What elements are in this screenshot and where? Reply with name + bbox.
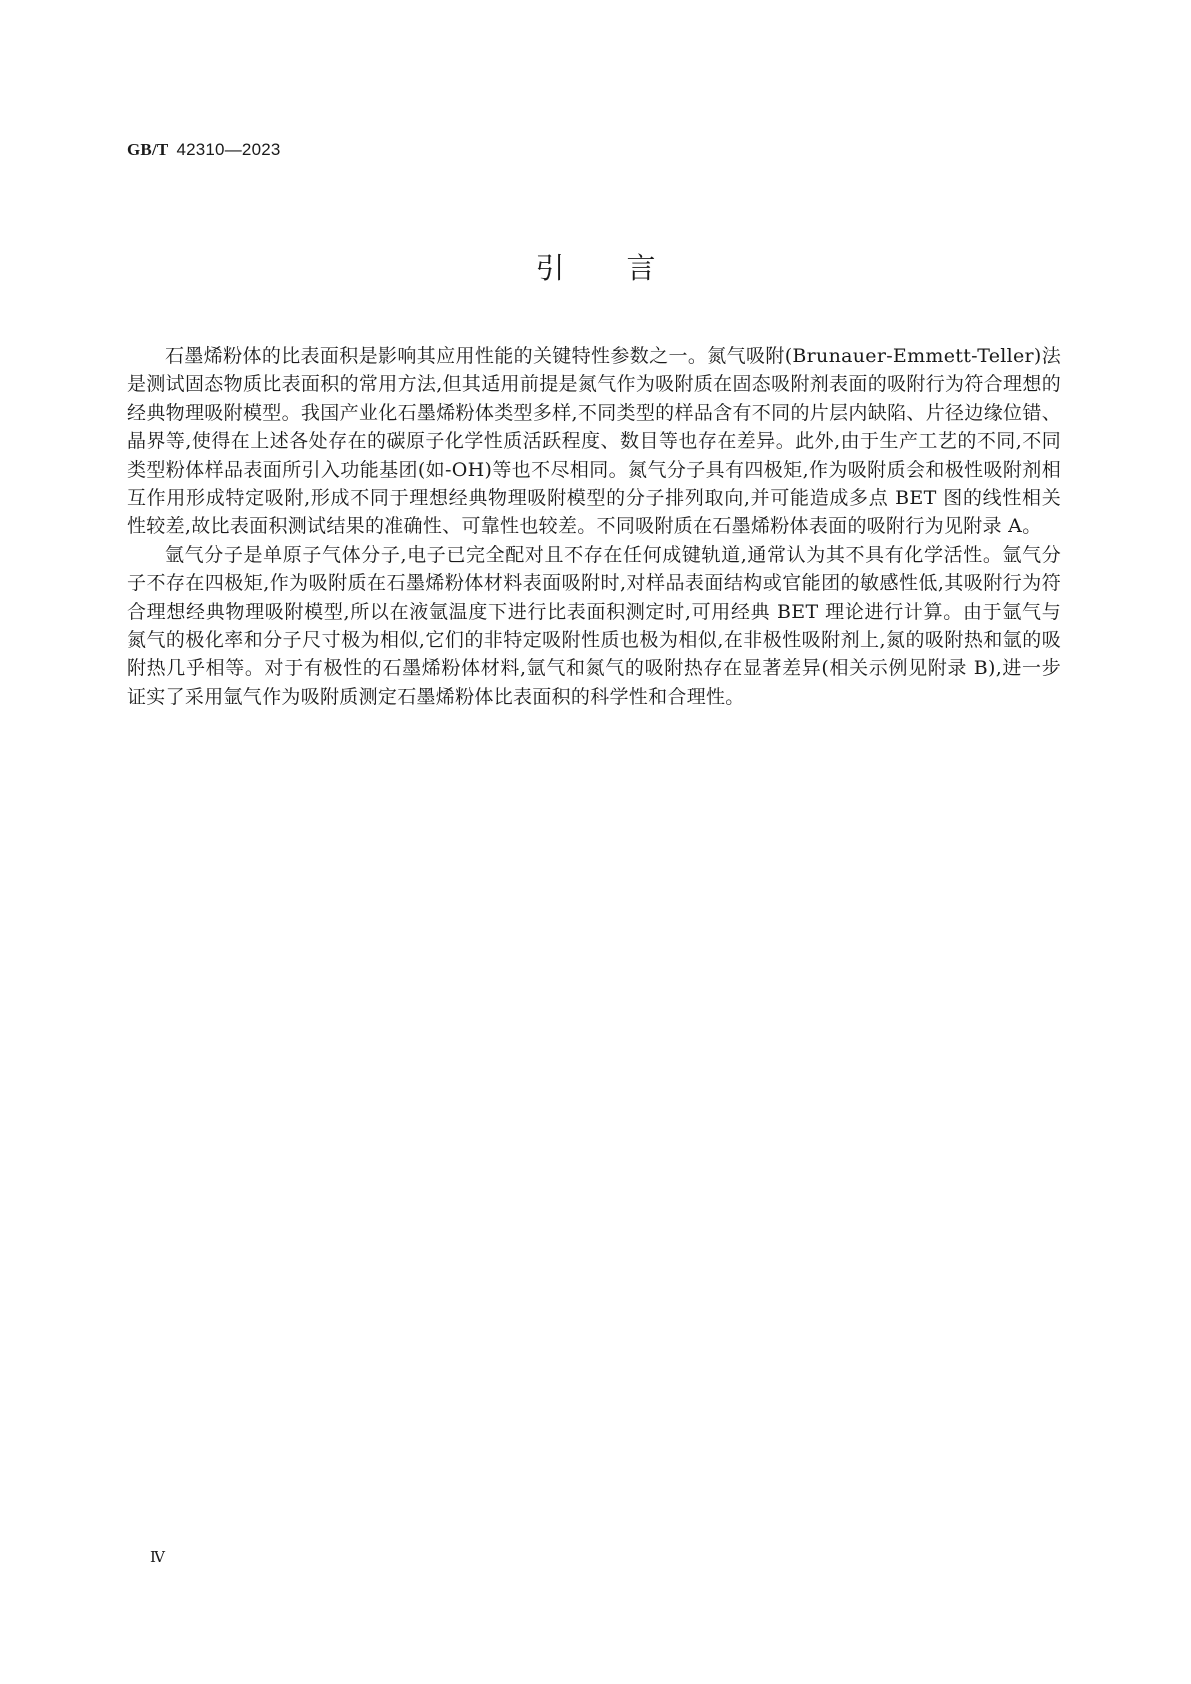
paragraph-argon-adsorption: 氩气分子是单原子气体分子,电子已完全配对且不存在任何成键轨道,通常认为其不具有化学活性。氩气分子不存在四极矩,作为吸附质在石墨烯粉体材料表面吸附时,对样品表面结构或官能团的敏感性低,其吸附行为符合理想经典物理吸附模型,所以在液氩温度下进行比表面积测定时,可用经典 BET 理论进行计算。由于氩气与氮气的极化率和分子尺寸极为相似,它们的非特定吸附性质也极为相似,在非极性吸附剂上,氮的吸附热和氩的吸附热几乎相等。对于有极性的石墨烯粉体材料,氩气和氮气的吸附热存在显著差异(相关示例见附录 B),进一步证实了采用氩气作为吸附质测定石墨烯粉体比表面积的科学性和合理性。 [127,543,1061,708]
paragraph-nitrogen-adsorption: 石墨烯粉体的比表面积是影响其应用性能的关键特性参数之一。氮气吸附(Brunauer-Emmett-Teller)法是测试固态物质比表面积的常用方法,但其适用前提是氮气作为吸附质在固态吸附剂表面的吸附行为符合理想的经典物理吸附模型。我国产业化石墨烯粉体类型多样,不同类型的样品含有不同的片层内缺陷、片径边缘位错、晶界等,使得在上述各处存在的碳原子化学性质活跃程度、数目等也存在差异。此外,由于生产工艺的不同,不同类型粉体样品表面所引入功能基团(如-OH)等也不尽相同。氮气分子具有四极矩,作为吸附质会和极性吸附剂相互作用形成特定吸附,形成不同于理想经典物理吸附模型的分子排列取向,并可能造成多点 BET 图的线性相关性较差,故比表面积测试结果的准确性、可靠性也较差。不同吸附质在石墨烯粉体表面的吸附行为见附录 A。 [127,345,1061,538]
page-number: Ⅳ [150,1550,165,1566]
introduction-body [127,342,1061,711]
standard-code-header [127,140,281,160]
page-title: 引言 [535,251,718,285]
standard-prefix: GB/T [127,140,169,159]
standard-number: 42310—2023 [176,140,281,159]
